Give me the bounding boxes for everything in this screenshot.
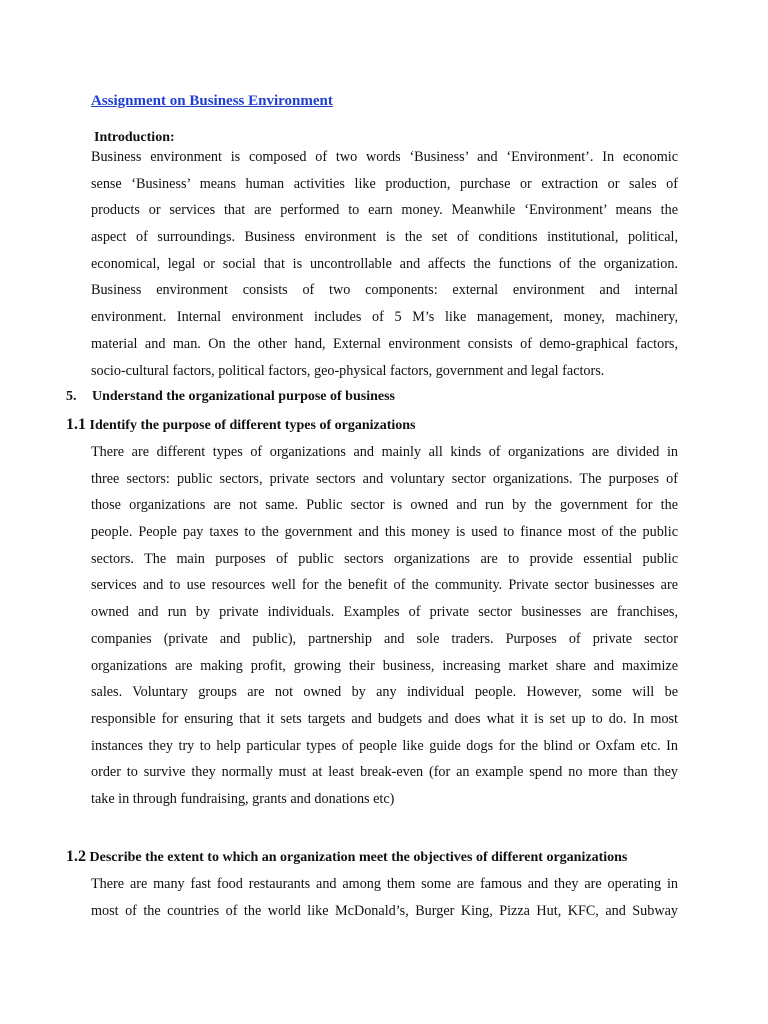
section-number: 1.1 — [66, 416, 86, 433]
paragraph-line: Business environment consists of two components: external environment and internal — [91, 282, 678, 299]
paragraph-line: owned and run by private individuals. Examples of private sector businesses are franchises, — [91, 604, 678, 621]
paragraph-line: There are many fast food restaurants and among them some are famous and they are operating in — [91, 876, 678, 892]
section-1-2-paragraph — [91, 871, 678, 924]
section-title: Describe the extent to which an organization meet the objectives of different organizations — [89, 850, 628, 865]
section-5-heading — [66, 389, 395, 405]
paragraph-line: Business environment is composed of two words ‘Business’ and ‘Environment’. In economic — [91, 149, 678, 165]
section-number: 1.2 — [66, 848, 86, 865]
document-title: Assignment on Business Environment — [91, 93, 333, 109]
paragraph-line: order to survive they normally must at least break-even (for an example spend no more than they — [91, 764, 678, 781]
paragraph-line: organizations are making profit, growing their business, increasing market share and maximize — [91, 657, 678, 674]
section-number: 5. — [66, 389, 77, 404]
paragraph-line: material and man. On the other hand, External environment consists of demo-graphical factors, — [91, 335, 678, 352]
paragraph-line: products or services that are performed to earn money. Meanwhile ‘Environment’ means the — [91, 202, 678, 219]
paragraph-line: socio-cultural factors, political factors, geo-physical factors, government and legal factors. — [91, 362, 605, 379]
section-1-1-heading — [66, 416, 416, 434]
paragraph-line: sectors. The main purposes of public sectors organizations are to provide essential public — [91, 550, 678, 567]
paragraph-line: people. People pay taxes to the government and this money is used to finance most of the public — [91, 524, 678, 541]
section-1-1-paragraph — [91, 439, 678, 813]
paragraph-line: three sectors: public sectors, private sectors and voluntary sector organizations. The purposes of — [91, 470, 678, 487]
section-title: Understand the organizational purpose of business — [92, 389, 395, 404]
paragraph-line: take in through fundraising, grants and donations etc) — [91, 790, 395, 807]
section-1-2-heading — [66, 848, 627, 866]
paragraph-line: There are different types of organizations and mainly all kinds of organizations are divided in — [91, 444, 678, 460]
paragraph-line: responsible for ensuring that it sets targets and budgets and does what it is set up to do. In most — [91, 710, 678, 727]
section-title: Identify the purpose of different types of organizations — [89, 418, 416, 433]
paragraph-line: sense ‘Business’ means human activities like production, purchase or extraction or sales of — [91, 175, 678, 192]
paragraph-line: aspect of surroundings. Business environment is the set of conditions institutional, political, — [91, 229, 678, 246]
paragraph-line: instances they try to help particular types of people like guide dogs for the blind or Oxfam etc. In — [91, 737, 678, 754]
paragraph-line: those organizations are not same. Public sector is owned and run by the government for the — [91, 497, 678, 514]
paragraph-line: services and to use resources well for the benefit of the community. Private sector businesses are — [91, 577, 678, 594]
paragraph-line: most of the countries of the world like McDonald’s, Burger King, Pizza Hut, KFC, and Subway — [91, 902, 678, 919]
paragraph-line: companies (private and public), partnership and sole traders. Purposes of private sector — [91, 630, 678, 647]
paragraph-line: sales. Voluntary groups are not owned by any individual people. However, some will be — [91, 684, 678, 701]
introduction-paragraph — [91, 144, 678, 384]
introduction-heading: Introduction: — [94, 130, 175, 145]
paragraph-line: economical, legal or social that is uncontrollable and affects the functions of the organization. — [91, 255, 678, 272]
paragraph-line: environment. Internal environment includes of 5 M’s like management, money, machinery, — [91, 309, 678, 326]
